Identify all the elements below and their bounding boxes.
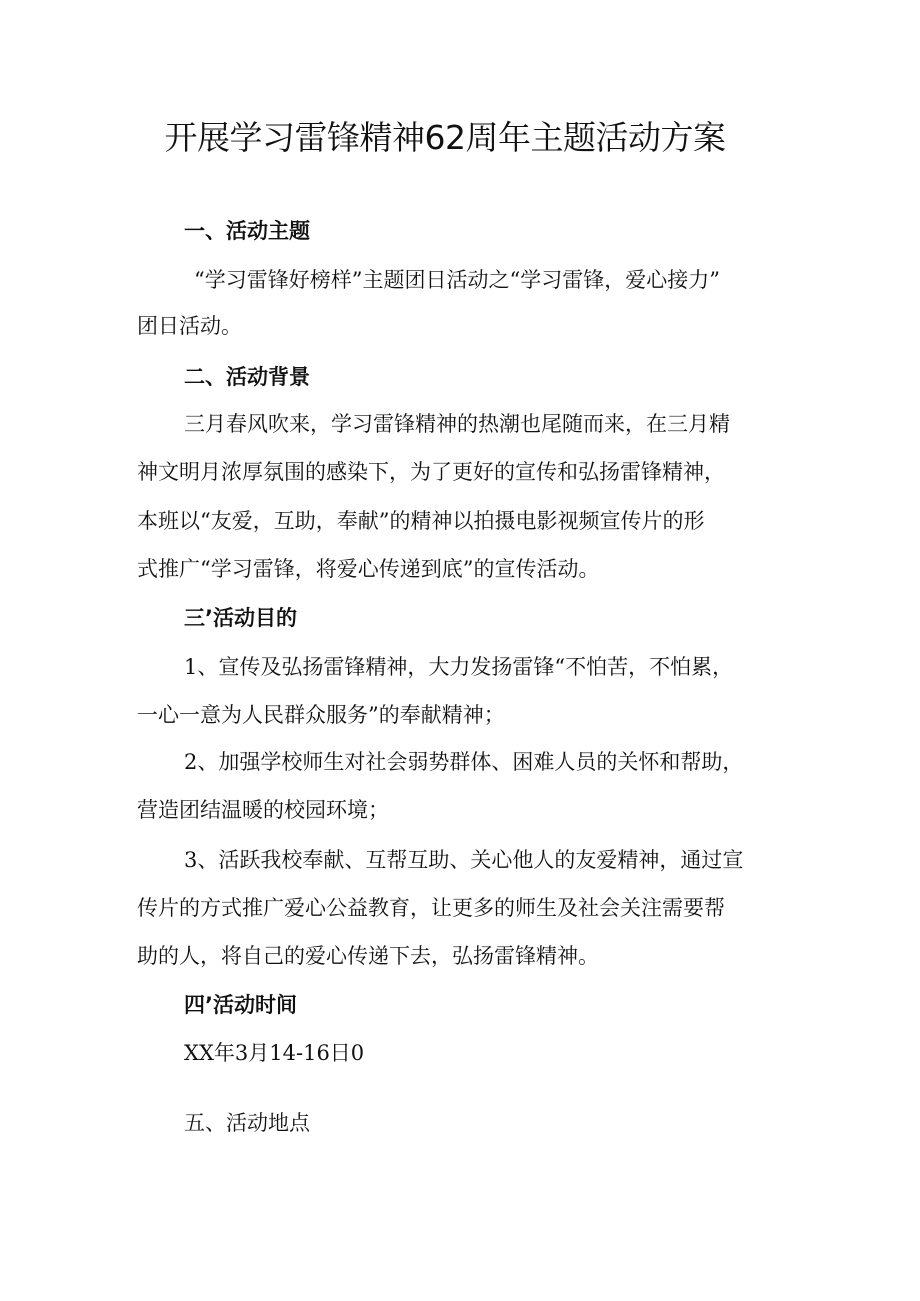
paragraph-line: 式推广“学习雷锋，将爱心传递到底”的宣传活动。	[137, 557, 600, 581]
paragraph-line: 2、加强学校师生对社会弱势群体、困难人员的关怀和帮助，	[184, 750, 744, 774]
document-title: 开展学习雷锋精神62周年主题活动方案	[164, 118, 726, 157]
paragraph-line: 传片的方式推广爱心公益教育，让更多的师生及社会关注需要帮	[137, 896, 725, 920]
section-heading-purpose: 三’活动目的	[184, 606, 297, 630]
paragraph-line: 三月春风吹来，学习雷锋精神的热潮也尾随而来，在三月精	[184, 412, 730, 436]
paragraph-line: 3、活跃我校奉献、互帮互助、关心他人的友爱精神，通过宣	[184, 848, 744, 872]
paragraph-line: “学习雷锋好榜样”主题团日活动之“学习雷锋，爱心接力”	[194, 268, 720, 292]
section-heading-theme: 一、活动主题	[184, 219, 310, 243]
paragraph-line: 助的人，将自己的爱心传递下去，弘扬雷锋精神。	[137, 944, 599, 968]
paragraph-line: XX年3月14-16日0	[184, 1041, 365, 1065]
paragraph-line: 团日活动。	[137, 314, 242, 338]
section-heading-location: 五、活动地点	[184, 1111, 310, 1135]
paragraph-line: 营造团结温暖的校园环境；	[137, 798, 389, 822]
paragraph-line: 本班以“友爱，互助，奉献”的精神以拍摄电影视频宣传片的形	[137, 509, 705, 533]
section-heading-time: 四’活动时间	[184, 993, 297, 1017]
paragraph-line: 神文明月浓厚氛围的感染下，为了更好的宣传和弘扬雷锋精神，	[137, 460, 725, 484]
section-heading-background: 二、活动背景	[184, 365, 310, 389]
paragraph-line: 1、宣传及弘扬雷锋精神，大力发扬雷锋“不怕苦，不怕累，	[184, 655, 734, 679]
paragraph-line: 一心一意为人民群众服务”的奉献精神；	[137, 703, 505, 727]
